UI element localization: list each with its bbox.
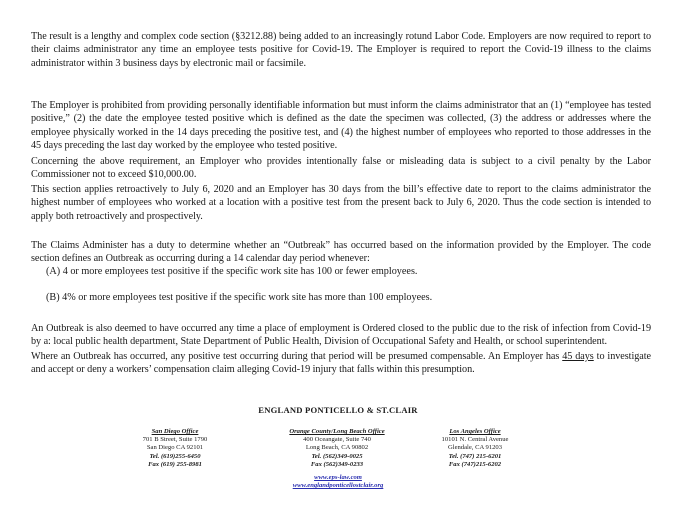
office-fax: Fax (562)349-0233	[310, 460, 364, 468]
presumption-text-before: Where an Outbreak has occurred, any positive test occurring during that period will be presumed compensable. An Employer has	[31, 351, 563, 362]
office-name: Orange County/Long Beach Office	[289, 428, 385, 435]
list-item-a: (A) 4 or more employees test positive if the specific work site has 100 or fewer employees.	[46, 266, 418, 277]
office-city: Glendale, CA 91203	[447, 444, 503, 452]
office-city: San Diego CA 92101	[146, 444, 204, 452]
paragraph-civil-penalty: Concerning the above requirement, an Employer who provides intentionally false or misleading data is subject to a civil penalty by the Labor Commissioner not to exceed $10,000.00.	[31, 156, 651, 181]
office-fax: Fax (619) 255-8981	[148, 460, 202, 468]
office-los-angeles	[420, 428, 530, 469]
office-long-beach	[272, 428, 402, 469]
office-tel: Tel. (619)255-6450	[149, 452, 201, 460]
website-link-eps-law[interactable]: www.eps-law.com	[314, 474, 362, 481]
paragraph-retroactive: This section applies retroactively to July 6, 2020 and an Employer has 30 days from the bill’s effective date to report to the claims administrator the highest number of employees who worked at a location with a positive test from the present back to July 6, 2020. Thus the code section is intended to apply both retroactively and prospectively.	[31, 184, 651, 222]
paragraph-reporting-requirement: The result is a lengthy and complex code section (§3212.88) being added to an increasingly rotund Labor Code. Employers are now required to report to their claims administrator any time an employee tests positive for Covid-19. The Employer is required to report the Covid-19 illness to the claims administrator within 3 business days by electronic mail or facsimile.	[31, 31, 651, 69]
website-link-englandponticello[interactable]: www.englandponticellostclair.org	[292, 482, 384, 490]
paragraph-prohibited-information: The Employer is prohibited from providing personally identifiable information but must inform the claims administrator that an (1) “employee has tested positive,” (2) the date the employee tested positive which is defined as the date the specimen was collected, (3) the address or addresses where the employee physically worked in the 14 days preceding the positive test, and (4) the highest number of employees who reported to those addresses in the 45 days preceding the last day worked by the employee who tested positive.	[31, 100, 651, 152]
office-name: San Diego Office	[151, 428, 199, 435]
footer-links	[0, 474, 676, 491]
office-tel: Tel. (562)349-0025	[311, 452, 363, 460]
list-item-b: (B) 4% or more employees test positive if the specific work site has more than 100 employees.	[46, 292, 433, 303]
paragraph-outbreak-definition: The Claims Administer has a duty to determine whether an “Outbreak” has occurred based on the information provided by the Employer. The code section defines an Outbreak as occurring during a 14 calendar day period whenever:	[31, 240, 651, 265]
office-name: Los Angeles Office	[449, 428, 501, 435]
firm-name: ENGLAND PONTICELLO & ST.CLAIR	[258, 405, 418, 415]
office-street: 701 B Street, Suite 1790	[142, 436, 208, 444]
office-san-diego	[122, 428, 228, 469]
presumption-days-underlined: 45 days	[562, 351, 594, 362]
office-tel: Tel. (747) 215-6201	[448, 452, 502, 460]
office-street: 400 Oceangate, Suite 740	[303, 436, 371, 444]
presumption-text-after: to investigate and accept or deny a workers’ compensation claim alleging Covid-19 injury that falls within this presumption.	[31, 351, 651, 376]
paragraph-presumption	[31, 350, 651, 377]
office-city: Long Beach, CA 90802	[305, 444, 369, 452]
office-fax: Fax (747)215-6202	[448, 460, 502, 468]
office-street: 10101 N. Central Avenue	[441, 436, 509, 444]
paragraph-outbreak-closure: An Outbreak is also deemed to have occurred any time a place of employment is Ordered closed to the public due to the risk of infection from Covid-19 by a: local public health department, State Department of Public Health, Division of Occupational Safety and Health, or school superintendent.	[31, 323, 651, 348]
